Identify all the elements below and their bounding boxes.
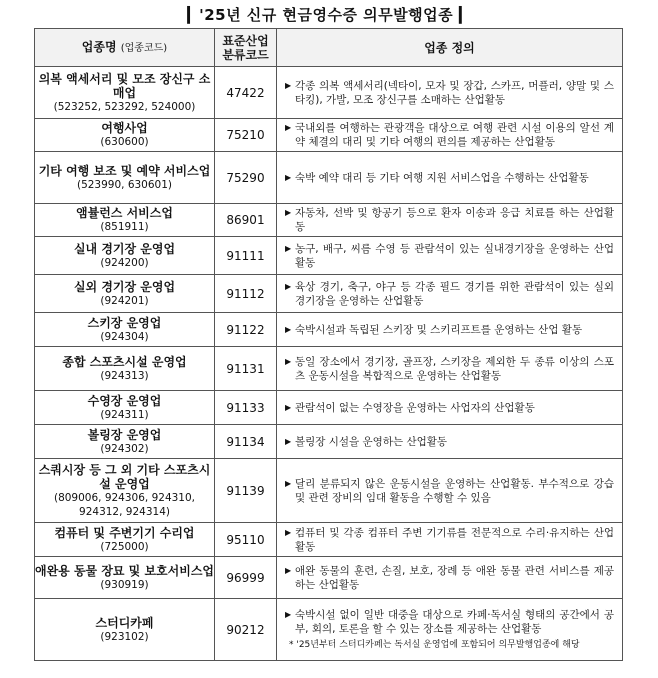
definition-cell bbox=[277, 523, 623, 557]
industry-name: 수영장 운영업 bbox=[87, 393, 162, 408]
bullet-icon: ▶ bbox=[285, 281, 292, 291]
definition-cell bbox=[277, 599, 623, 661]
standard-code: 91139 bbox=[215, 459, 277, 523]
standard-code: 90212 bbox=[215, 599, 277, 661]
industry-codes: (809006, 924306, 924310, 924312, 924314) bbox=[53, 491, 196, 518]
industry-name: 스쿼시장 등 그 외 기타 스포츠시설 운영업 bbox=[38, 462, 211, 491]
standard-code: 75290 bbox=[215, 152, 277, 204]
header-definition: 업종 정의 bbox=[277, 29, 623, 67]
industry-name: 애완용 동물 장묘 및 보호서비스업 bbox=[35, 563, 215, 578]
table-row bbox=[35, 275, 623, 313]
definition-cell bbox=[277, 557, 623, 599]
definition-text: 숙박시설 없이 일반 대중을 대상으로 카페·독서실 형태의 공간에서 공부, 회의, 토론을 할 수 있는 장소를 제공하는 산업활동 bbox=[295, 608, 614, 635]
table-row bbox=[35, 459, 623, 523]
definition-cell bbox=[277, 313, 623, 347]
table-row bbox=[35, 152, 623, 204]
definition-text: 숙박시설과 독립된 스키장 및 스키리프트를 운영하는 산업 활동 bbox=[295, 323, 583, 336]
definition-cell bbox=[277, 204, 623, 237]
table-row bbox=[35, 425, 623, 459]
bullet-icon: ▶ bbox=[285, 243, 292, 253]
industry-name-cell bbox=[35, 67, 215, 119]
industry-name: 컴퓨터 및 주변기기 수리업 bbox=[54, 525, 195, 540]
standard-code: 91112 bbox=[215, 275, 277, 313]
industry-name: 기타 여행 보조 및 예약 서비스업 bbox=[38, 163, 211, 178]
industry-name: 스터디카페 bbox=[95, 615, 154, 630]
definition-cell bbox=[277, 391, 623, 425]
definition-cell bbox=[277, 119, 623, 152]
table-row bbox=[35, 391, 623, 425]
bullet-icon: ▶ bbox=[285, 80, 292, 90]
standard-code: 47422 bbox=[215, 67, 277, 119]
bullet-icon: ▶ bbox=[285, 402, 292, 412]
industry-name-cell bbox=[35, 425, 215, 459]
bullet-icon: ▶ bbox=[285, 527, 292, 537]
header-code-line1: 표준산업 bbox=[222, 33, 269, 48]
industry-name: 실외 경기장 운영업 bbox=[73, 279, 176, 294]
definition-text: 볼링장 시설을 운영하는 산업활동 bbox=[295, 435, 448, 448]
definition-cell bbox=[277, 347, 623, 391]
definition-text: 동일 장소에서 경기장, 골프장, 스키장을 제외한 두 종류 이상의 스포츠 운동시설을 복합적으로 운영하는 산업활동 bbox=[295, 355, 614, 382]
industry-name-cell bbox=[35, 459, 215, 523]
standard-code: 91111 bbox=[215, 237, 277, 275]
standard-code: 96999 bbox=[215, 557, 277, 599]
definition-cell bbox=[277, 237, 623, 275]
bullet-icon: ▶ bbox=[285, 324, 292, 334]
footnote: * '25년부터 스터디카페는 독서실 운영업에 포함되어 의무발행업종에 해당 bbox=[289, 639, 580, 650]
standard-code: 75210 bbox=[215, 119, 277, 152]
industry-name: 실내 경기장 운영업 bbox=[73, 241, 176, 256]
industry-codes: (930919) bbox=[100, 578, 149, 591]
standard-code: 95110 bbox=[215, 523, 277, 557]
industry-codes: (851911) bbox=[100, 221, 149, 233]
definition-text: 숙박 예약 대리 등 기타 여행 지원 서비스업을 수행하는 산업활동 bbox=[295, 171, 589, 184]
bullet-icon: ▶ bbox=[285, 609, 292, 619]
standard-code: 86901 bbox=[215, 204, 277, 237]
industry-name: 여행사업 bbox=[101, 121, 148, 135]
industry-name: 의복 액세서리 및 모조 장신구 소매업 bbox=[38, 71, 211, 100]
definition-text: 컴퓨터 및 각종 컴퓨터 주변 기기류를 전문적으로 수리·유지하는 산업활동 bbox=[295, 526, 614, 553]
definition-text: 달리 분류되지 않은 운동시설을 운영하는 산업활동. 부수적으로 강습 및 관련 장비의 임대 활동을 수행할 수 있음 bbox=[295, 477, 614, 504]
industry-name-cell bbox=[35, 313, 215, 347]
standard-code: 91122 bbox=[215, 313, 277, 347]
industry-codes: (523252, 523292, 524000) bbox=[53, 100, 196, 113]
definition-cell bbox=[277, 152, 623, 204]
table-header-row bbox=[35, 29, 623, 67]
table-row bbox=[35, 237, 623, 275]
industry-codes: (523990, 630601) bbox=[76, 178, 173, 191]
bullet-icon: ▶ bbox=[285, 208, 292, 217]
table-row bbox=[35, 347, 623, 391]
industry-name-cell bbox=[35, 347, 215, 391]
definition-text: 국내외를 여행하는 관광객을 대상으로 여행 관련 시설 이용의 알선 계약 체결의 대리 및 기타 여행의 편의를 제공하는 산업활동 bbox=[295, 122, 614, 148]
industry-codes: (924200) bbox=[100, 256, 149, 269]
industry-codes: (924313) bbox=[100, 369, 149, 382]
definition-text: 애완 동물의 훈련, 손질, 보호, 장례 등 애완 동물 관련 서비스를 제공하는 산업활동 bbox=[295, 564, 614, 591]
table-row bbox=[35, 119, 623, 152]
header-name-label: 업종명 bbox=[81, 39, 117, 54]
standard-code: 91134 bbox=[215, 425, 277, 459]
header-name bbox=[35, 29, 215, 67]
definition-cell bbox=[277, 425, 623, 459]
bullet-icon: ▶ bbox=[285, 172, 292, 182]
industry-name-cell bbox=[35, 523, 215, 557]
header-name-sub: (업종코드) bbox=[120, 42, 168, 54]
standard-code: 91133 bbox=[215, 391, 277, 425]
industry-name: 앰뷸런스 서비스업 bbox=[76, 206, 173, 220]
industry-name-cell bbox=[35, 557, 215, 599]
industry-codes: (630600) bbox=[100, 136, 149, 148]
table-row bbox=[35, 523, 623, 557]
standard-code: 91131 bbox=[215, 347, 277, 391]
industry-name-cell bbox=[35, 275, 215, 313]
table-body bbox=[35, 67, 623, 661]
industry-name-cell bbox=[35, 204, 215, 237]
definition-text: 농구, 배구, 씨름 수영 등 관람석이 있는 실내경기장을 운영하는 산업활동 bbox=[295, 242, 614, 269]
bullet-icon: ▶ bbox=[285, 478, 292, 488]
industry-codes: (924201) bbox=[100, 294, 149, 307]
industry-name-cell bbox=[35, 152, 215, 204]
table-row bbox=[35, 313, 623, 347]
header-code bbox=[215, 29, 277, 67]
bullet-icon: ▶ bbox=[285, 123, 292, 132]
definition-text: 자동차, 선박 및 항공기 등으로 환자 이송과 응급 치료를 하는 산업활동 bbox=[295, 207, 614, 233]
bullet-icon: ▶ bbox=[285, 356, 292, 366]
industry-name-cell bbox=[35, 599, 215, 661]
definition-cell bbox=[277, 67, 623, 119]
industry-name: 종합 스포츠시설 운영업 bbox=[62, 354, 187, 369]
bullet-icon: ▶ bbox=[285, 565, 292, 575]
header-code-line2: 분류코드 bbox=[222, 47, 269, 62]
definition-cell bbox=[277, 275, 623, 313]
industry-name-cell bbox=[35, 237, 215, 275]
industry-name: 볼링장 운영업 bbox=[87, 427, 162, 442]
industry-codes: (725000) bbox=[100, 540, 149, 553]
definition-text: 각종 의복 액세서리(넥타이, 모자 및 장갑, 스카프, 머플러, 양말 및 스타킹), 가발, 모조 장신구를 소매하는 산업활동 bbox=[295, 79, 614, 106]
page-title: ▎'25년 신규 현금영수증 의무발행업종 ▎ bbox=[187, 6, 471, 24]
industry-codes: (923102) bbox=[100, 630, 149, 643]
definition-text: 육상 경기, 축구, 야구 등 각종 필드 경기를 위한 관람석이 있는 실외 경기장을 운영하는 산업활동 bbox=[295, 280, 614, 307]
industry-codes: (924304) bbox=[100, 330, 149, 343]
definition-text: 관람석이 없는 수영장을 운영하는 사업자의 산업활동 bbox=[295, 401, 535, 414]
industry-name: 스키장 운영업 bbox=[87, 315, 162, 330]
definition-cell bbox=[277, 459, 623, 523]
bullet-icon: ▶ bbox=[285, 436, 292, 446]
table-row bbox=[35, 557, 623, 599]
table-row bbox=[35, 599, 623, 661]
table-row bbox=[35, 67, 623, 119]
table-row bbox=[35, 204, 623, 237]
industry-table bbox=[34, 28, 623, 661]
industry-codes: (924302) bbox=[100, 442, 149, 455]
industry-name-cell bbox=[35, 119, 215, 152]
industry-codes: (924311) bbox=[100, 408, 149, 421]
industry-name-cell bbox=[35, 391, 215, 425]
